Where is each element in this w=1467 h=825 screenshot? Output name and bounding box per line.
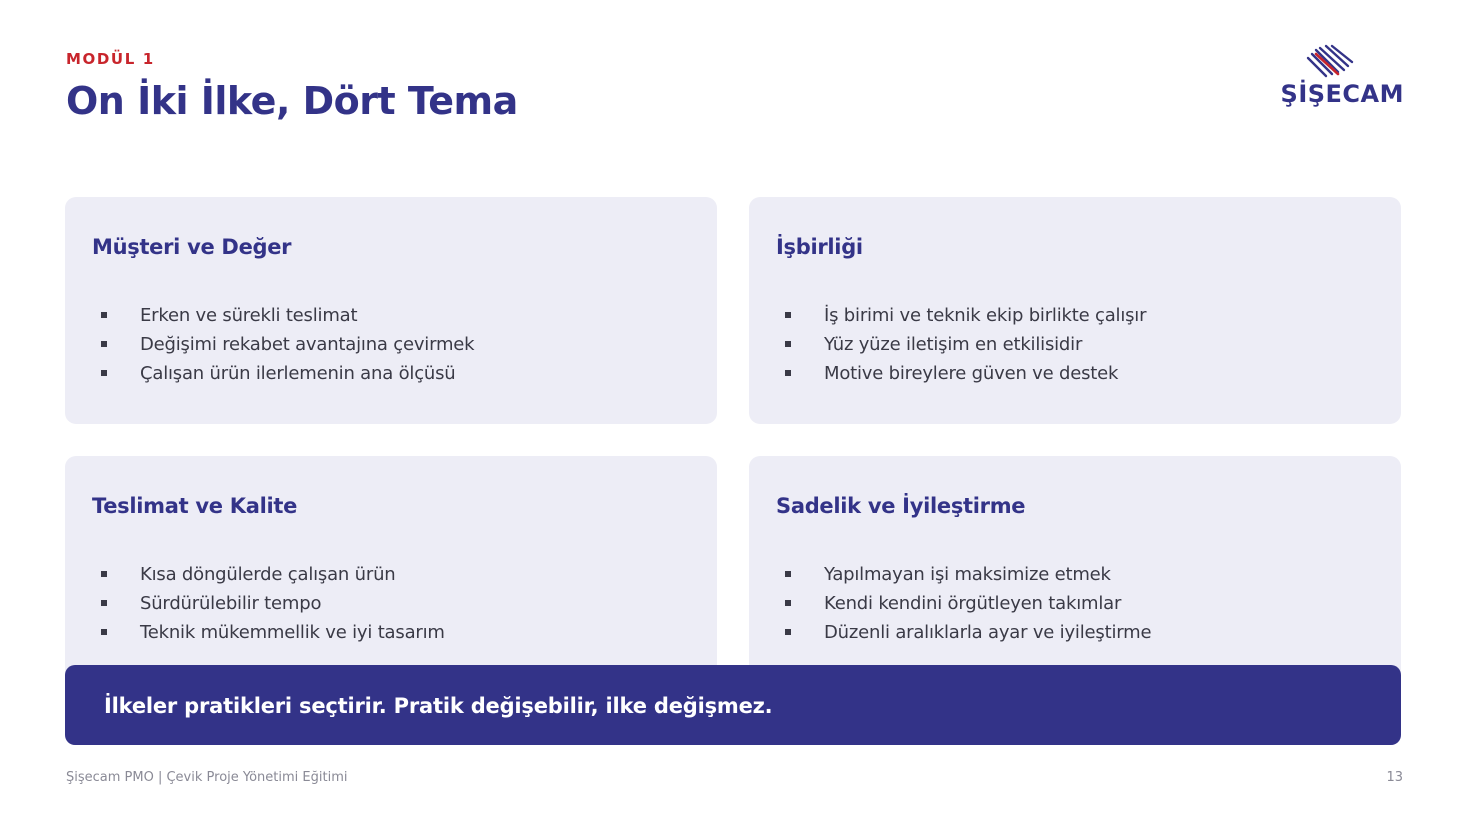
list-item: Sürdürülebilir tempo [98,589,445,618]
list-item: Motive bireylere güven ve destek [782,359,1146,388]
bullet-icon [101,571,107,577]
bullet-icon [785,629,791,635]
theme-card-simplicity-improvement [749,456,1401,683]
bullet-icon [785,571,791,577]
bullet-list [98,560,445,647]
list-item: Teknik mükemmellik ve iyi tasarım [98,618,445,647]
list-item: Çalışan ürün ilerlemenin ana ölçüsü [98,359,474,388]
card-title: Sadelik ve İyileştirme [776,494,1026,518]
list-item: İş birimi ve teknik ekip birlikte çalışır [782,301,1146,330]
banner-text: İlkeler pratikleri seçtirir. Pratik değişebilir, ilke değişmez. [104,694,773,718]
bullet-icon [785,341,791,347]
card-title: İşbirliği [776,235,863,259]
bullet-icon [101,312,107,318]
card-title: Teslimat ve Kalite [92,494,298,518]
page-title: On İki İlke, Dört Tema [66,79,518,123]
module-label: MODÜL 1 [66,50,155,68]
list-item: Düzenli aralıklarla ayar ve iyileştirme [782,618,1151,647]
list-item: Kendi kendini örgütleyen takımlar [782,589,1151,618]
logo-wordmark: ŞİŞECAM [1280,80,1404,108]
list-item: Yüz yüze iletişim en etkilisidir [782,330,1146,359]
list-item: Erken ve sürekli teslimat [98,301,474,330]
list-item: Değişimi rekabet avantajına çevirmek [98,330,474,359]
list-item: Yapılmayan işi maksimize etmek [782,560,1151,589]
sisecam-logo [1256,44,1404,116]
card-title: Müşteri ve Değer [92,235,292,259]
bullet-icon [101,629,107,635]
bullet-list [782,301,1146,388]
logo-mark-icon [1256,44,1404,84]
bullet-icon [785,370,791,376]
bullet-icon [785,312,791,318]
bullet-icon [101,341,107,347]
bullet-icon [101,600,107,606]
theme-card-collaboration [749,197,1401,424]
bullet-list [98,301,474,388]
page-number: 13 [1386,770,1403,785]
footer-text: Şişecam PMO | Çevik Proje Yönetimi Eğitimi [66,770,348,785]
bullet-icon [785,600,791,606]
theme-card-customer-value [65,197,717,424]
theme-card-delivery-quality [65,456,717,683]
bullet-list [782,560,1151,647]
key-message-banner [65,665,1401,745]
bullet-icon [101,370,107,376]
list-item: Kısa döngülerde çalışan ürün [98,560,445,589]
